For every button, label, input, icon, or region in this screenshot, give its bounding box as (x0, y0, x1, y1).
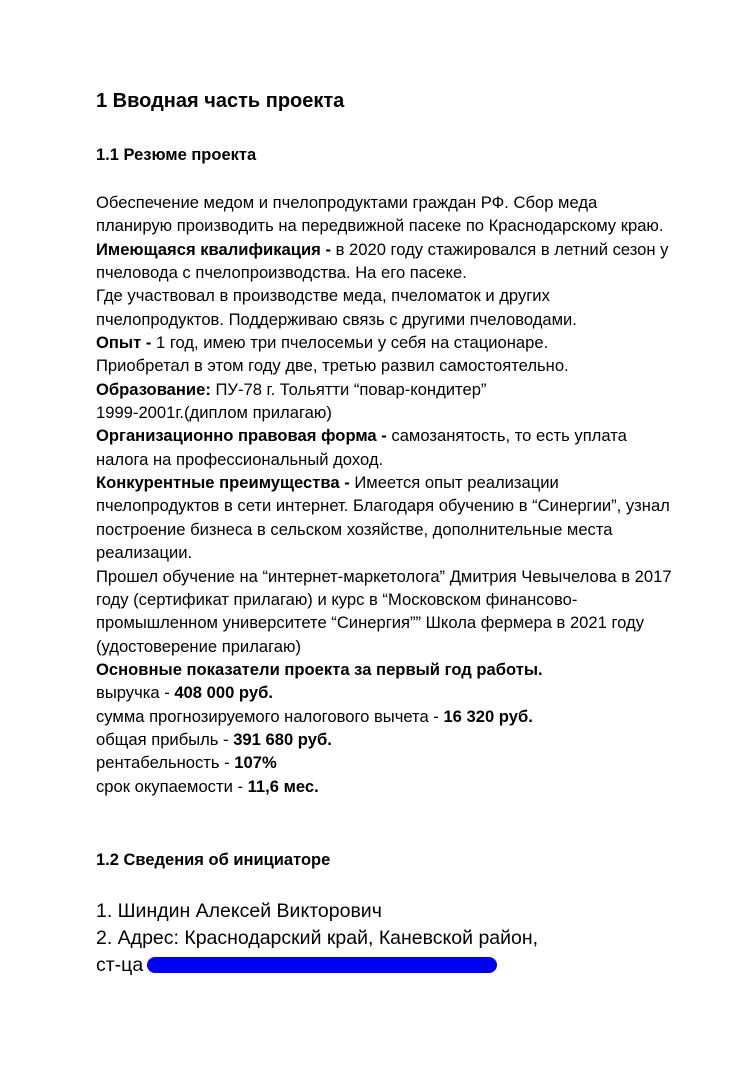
intro-paragraph: Обеспечение медом и пчелопродуктами граждан РФ. Сбор меда планирую производить на передвижной пасеке по Краснодарскому краю. (96, 193, 664, 236)
redaction-mark (147, 957, 497, 973)
subsection-heading: 1.1 Резюме проекта (96, 146, 257, 164)
text: Приобретал в этом году две, третью развил самостоятельно. (96, 356, 569, 376)
text: Где участвовал в производстве меда, пчеломаток и других пчелопродуктов. Поддерживаю связь с другими пчеловодами. (96, 286, 577, 329)
text: самозанятость, то есть уплата налога на профессиональный доход. (96, 426, 627, 469)
training-paragraph: Прошел обучение на “интернет-маркетолога” Дмитрия Чевычелова в 2017 году (сертификат прилагаю) и курс в “Московском финансово-промышленном университете “Синергия”” Школа фермера в 2021 году (удостоверение прилагаю) (96, 566, 672, 656)
indicator-label: рентабельность - (96, 753, 235, 773)
qualification-paragraph (96, 238, 676, 285)
list-item (96, 952, 538, 979)
text: в 2020 году стажировался в летний сезон у пчеловода с пчелопроизводства. На его пасеке. (96, 239, 669, 283)
list-item-text: ст-ца (96, 954, 144, 976)
indicator-row (96, 681, 676, 704)
education-paragraph (96, 378, 676, 401)
label: Основные показатели проекта за первый год работы. (96, 659, 543, 679)
indicator-label: выручка - (96, 683, 175, 703)
indicators-title (96, 658, 676, 681)
list-item: 2. Адрес: Краснодарский край, Каневской район, (96, 927, 539, 949)
indicator-label: общая прибыль - (96, 729, 234, 749)
advantages-paragraph (96, 471, 676, 564)
experience-paragraph (96, 331, 676, 354)
label: Организационно правовая форма - (96, 426, 387, 446)
indicator-row (96, 728, 676, 751)
indicator-value: 391 680 руб. (233, 729, 332, 749)
indicator-value: 107% (234, 753, 277, 773)
section-heading: 1 Вводная часть проекта (96, 90, 345, 112)
text: 1999-2001г.(диплом прилагаю) (96, 403, 332, 423)
text: 1 год, имею три пчелосемьи у себя на стационаре. (151, 333, 549, 353)
legal-paragraph (96, 424, 676, 471)
indicator-row (96, 751, 676, 774)
initiator-list (96, 898, 538, 979)
subsection-heading: 1.2 Сведения об инициаторе (96, 851, 331, 869)
list-item: 1. Шиндин Алексей Викторович (96, 900, 382, 922)
indicator-value: 408 000 руб. (174, 683, 273, 703)
summary-body (96, 191, 676, 798)
text: Имеется опыт реализации пчелопродуктов в сети интернет. Благодаря обучению в “Синергии”, узнал построение бизнеса в сельском хозяйстве, дополнительные места реализации. (96, 473, 670, 563)
indicator-label: сумма прогнозируемого налогового вычета - (96, 706, 444, 726)
indicator-row (96, 705, 676, 728)
indicator-row (96, 775, 676, 798)
indicator-label: срок окупаемости - (96, 776, 248, 796)
indicator-value: 16 320 руб. (443, 706, 533, 726)
label: Образование: (96, 379, 211, 399)
label: Имеющаяся квалификация - (96, 239, 331, 259)
text: ПУ-78 г. Тольятти “повар-кондитер” (210, 379, 487, 399)
label: Опыт - (96, 333, 152, 353)
label: Конкурентные преимущества - (96, 473, 350, 493)
indicator-value: 11,6 мес. (247, 776, 319, 796)
